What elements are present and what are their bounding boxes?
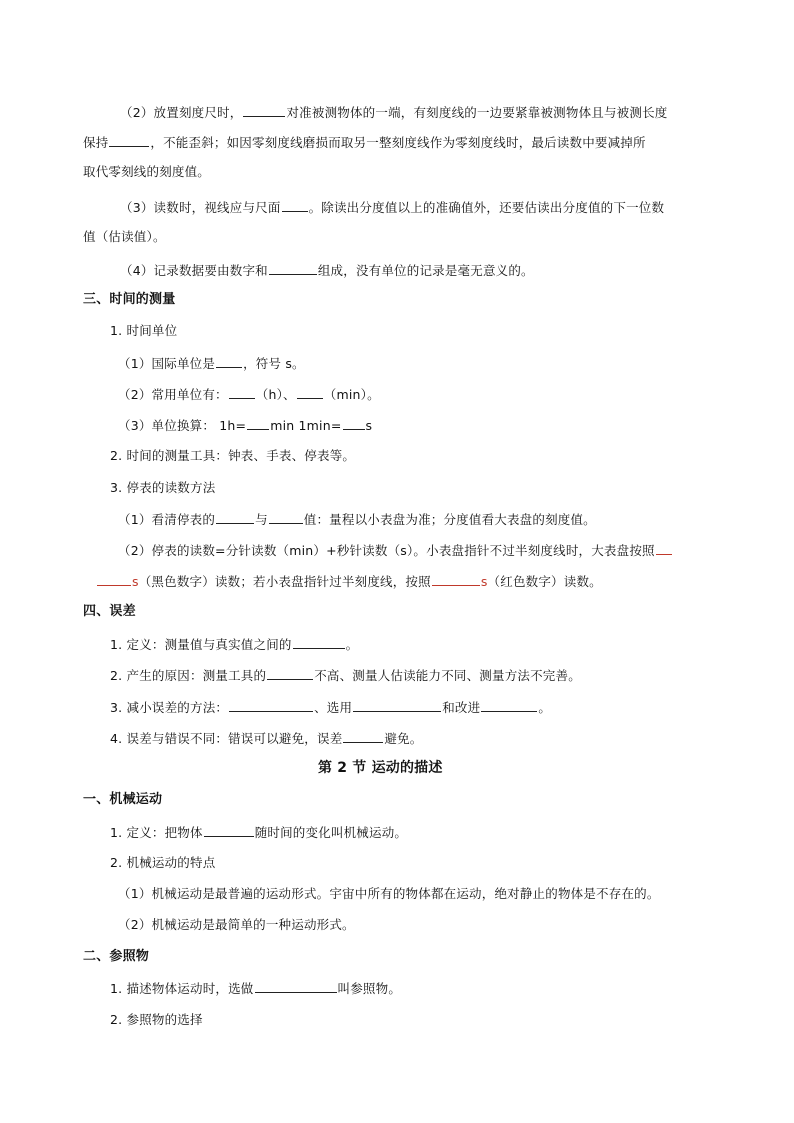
text: （黑色数字）读数；若小表盘指针过半刻度线，按照 — [138, 574, 431, 589]
item-error-reduce — [110, 699, 551, 716]
unit-s-red: s — [132, 574, 139, 589]
fill-blank[interactable] — [269, 262, 317, 275]
text: 与 — [255, 512, 268, 527]
text: 2. 产生的原因：测量工具的 — [110, 668, 267, 683]
text: 、选用 — [314, 700, 353, 715]
item-motion-definition — [110, 824, 407, 841]
fill-blank[interactable] — [109, 134, 149, 147]
fill-blank[interactable] — [243, 104, 285, 117]
text: 不高、测量人估读能力不同、测量方法不完善。 — [314, 668, 581, 683]
fill-blank[interactable] — [216, 511, 254, 524]
fill-blank[interactable] — [97, 573, 131, 586]
unit-s-red: s — [480, 574, 488, 589]
text: 保持 — [83, 135, 109, 150]
text: 1. 定义：把物体 — [110, 825, 203, 840]
item-stopwatch-reading — [118, 542, 673, 559]
item-reference-definition — [110, 980, 401, 997]
item-common-units — [118, 386, 380, 403]
text: （红色数字）读数。 — [487, 574, 602, 589]
fill-blank[interactable] — [432, 573, 480, 586]
text: min 1min= — [270, 418, 342, 433]
fill-blank[interactable] — [353, 699, 441, 712]
text: ，不能歪斜；如因零刻度线磨损而取另一整刻度线作为零刻度线时，最后读数中要减掉所 — [150, 135, 646, 150]
fill-blank[interactable] — [267, 667, 313, 680]
text: （2）停表的读数=分针读数（min）+秒针读数（s）。小表盘指针不过半刻度线时，大表盘按照 — [118, 543, 655, 558]
item-unit-conversion — [118, 417, 372, 434]
fill-blank[interactable] — [293, 636, 345, 649]
text: 对准被测物体的一端，有刻度线的一边要紧靠被测物体且与被测长度 — [286, 105, 668, 120]
item-stopwatch-method: 3. 停表的读数方法 — [110, 480, 216, 495]
item-time-tools: 2. 时间的测量工具：钟表、手表、停表等。 — [110, 448, 356, 463]
item-stopwatch-reading-cont — [96, 573, 602, 590]
text: 和改进 — [442, 700, 481, 715]
text: ，符号 s。 — [243, 356, 305, 371]
item-motion-features: 2. 机械运动的特点 — [110, 855, 216, 870]
item-error-vs-mistake — [110, 730, 423, 747]
heading-error: 四、误差 — [83, 604, 136, 619]
text: 。 — [538, 700, 552, 715]
fill-blank[interactable] — [282, 199, 308, 212]
fill-blank[interactable] — [343, 730, 383, 743]
paragraph-place-ruler-cont — [83, 134, 646, 151]
text: 值：量程以小表盘为准；分度值看大表盘的刻度值。 — [303, 512, 596, 527]
text: 组成，没有单位的记录是毫无意义的。 — [317, 263, 534, 278]
text: 避免。 — [384, 731, 423, 746]
text: （2）放置刻度尺时， — [120, 105, 243, 120]
item-motion-feature-2: （2）机械运动是最简单的一种运动形式。 — [118, 917, 355, 932]
item-error-cause — [110, 667, 581, 684]
fill-blank[interactable] — [216, 355, 242, 368]
item-reference-selection: 2. 参照物的选择 — [110, 1012, 203, 1027]
text: （2）常用单位有： — [118, 387, 228, 402]
fill-blank[interactable] — [656, 542, 672, 555]
paragraph-record — [120, 262, 534, 279]
text: 叫参照物。 — [337, 981, 402, 996]
item-error-definition — [110, 636, 358, 653]
fill-blank[interactable] — [481, 699, 537, 712]
text: （h）、 — [255, 387, 296, 402]
heading-reference-object: 二、参照物 — [83, 949, 150, 964]
text: 3. 减小误差的方法： — [110, 700, 229, 715]
fill-blank[interactable] — [204, 824, 254, 837]
text: 随时间的变化叫机械运动。 — [254, 825, 408, 840]
text: （1）看清停表的 — [118, 512, 216, 527]
fill-blank[interactable] — [229, 386, 255, 399]
text: （4）记录数据要由数字和 — [120, 263, 268, 278]
text: （3）读数时，视线应与尺面 — [120, 200, 281, 215]
paragraph-reading-cont: 值（估读值）。 — [83, 229, 166, 244]
fill-blank[interactable] — [229, 699, 313, 712]
paragraph-place-ruler — [120, 104, 667, 121]
text: s — [365, 418, 373, 433]
text: 4. 误差与错误不同：错误可以避免，误差 — [110, 731, 343, 746]
text: （3）单位换算： 1h= — [118, 418, 247, 433]
fill-blank[interactable] — [255, 980, 337, 993]
text: 1. 描述物体运动时，选做 — [110, 981, 254, 996]
section-title: 第 2 节 运动的描述 — [318, 760, 443, 776]
paragraph-place-ruler-end: 取代零刻线的刻度值。 — [83, 164, 211, 179]
text: （min）。 — [323, 387, 380, 402]
item-time-unit: 1. 时间单位 — [110, 323, 178, 338]
text: 1. 定义：测量值与真实值之间的 — [110, 637, 292, 652]
heading-mechanical-motion: 一、机械运动 — [83, 792, 163, 807]
text: 。除读出分度值以上的准确值外，还要估读出分度值的下一位数 — [308, 200, 665, 215]
item-si-unit — [118, 355, 305, 372]
fill-blank[interactable] — [247, 417, 269, 430]
paragraph-reading — [120, 199, 664, 216]
heading-time-measurement: 三、时间的测量 — [83, 292, 176, 307]
item-motion-feature-1: （1）机械运动是最普遍的运动形式。宇宙中所有的物体都在运动，绝对静止的物体是不存在的。 — [118, 886, 660, 901]
text: （1）国际单位是 — [118, 356, 216, 371]
item-stopwatch-range — [118, 511, 596, 528]
fill-blank[interactable] — [269, 511, 303, 524]
text: 。 — [345, 637, 359, 652]
fill-blank[interactable] — [297, 386, 323, 399]
fill-blank[interactable] — [343, 417, 365, 430]
